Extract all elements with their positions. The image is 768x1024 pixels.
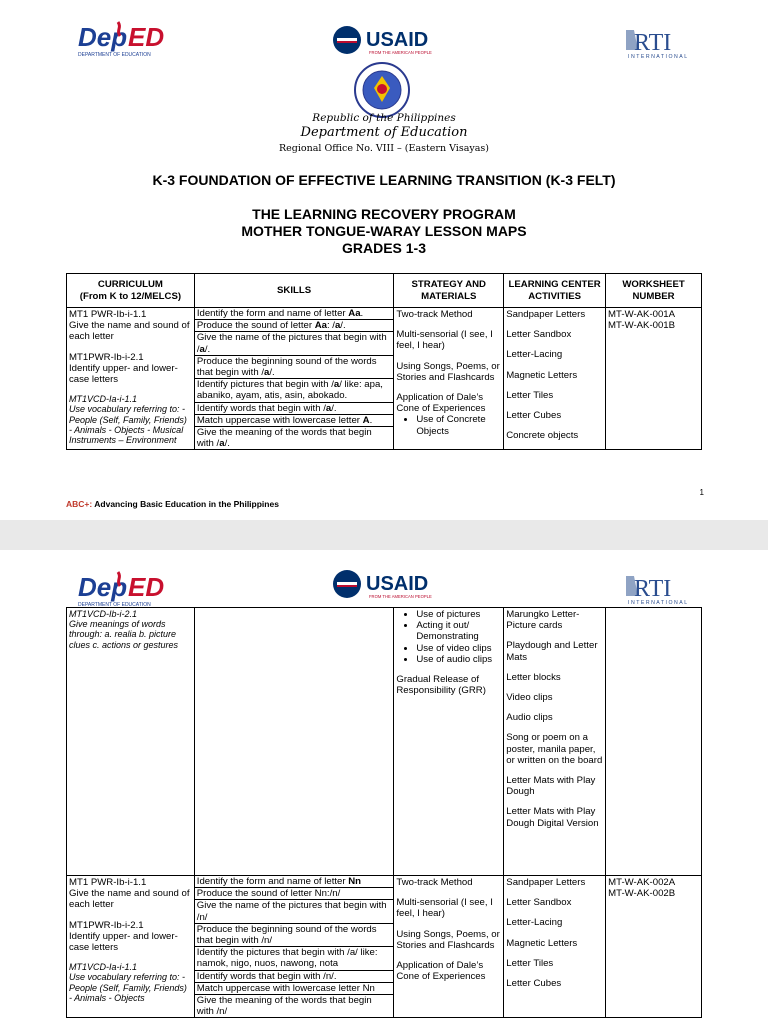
footer-text — [66, 499, 279, 509]
learning-item: Letter Sandbox — [506, 897, 572, 909]
skill-item: Identify pictures that begin with /a/ like: apa, abaniko, ayam, atis, asin, abokado. — [195, 379, 394, 402]
learning-item: Letter Tiles — [506, 957, 554, 969]
skills-cell — [194, 308, 394, 450]
strategy-bullet: • Use of video clips — [416, 643, 501, 654]
strategy-item: Using Songs, Poems, or Stories and Flashcards — [396, 928, 500, 951]
competency-text: Identify upper- and lower-case letters — [69, 930, 178, 954]
learning-item: Letter Tiles — [506, 389, 554, 401]
header-learning: LEARNING CENTER ACTIVITIES — [504, 274, 606, 308]
learning-item: Letter-Lacing — [506, 349, 563, 361]
svg-text:Dep: Dep — [78, 572, 128, 602]
skill-item: Match uppercase with lowercase letter Nn — [195, 983, 394, 995]
competency-code: MT1VCD-Ia-i-1.1 — [69, 394, 138, 405]
skill-item: Give the meaning of the words that begin with /n/ — [196, 995, 372, 1018]
rti-logo — [624, 26, 700, 60]
usaid-logo — [332, 568, 432, 602]
svg-text:DEPARTMENT OF EDUCATION: DEPARTMENT OF EDUCATION — [78, 52, 151, 58]
learning-cell — [504, 608, 606, 876]
footer-label: Advancing Basic Education in the Philippines — [94, 499, 279, 509]
strategy-bullet: • Acting it out/ Demonstrating — [416, 620, 501, 642]
grades-title: GRADES 1-3 — [341, 240, 427, 256]
deped-seal — [352, 62, 412, 118]
deped-logo — [78, 18, 188, 60]
skill-item: Produce the sound of letter Nn:/n/ — [195, 888, 394, 900]
lesson-map-table — [66, 273, 702, 450]
lesson-map-table-continued — [66, 607, 702, 1018]
table-header-row — [67, 274, 702, 308]
svg-text:RTI: RTI — [634, 576, 672, 602]
header-curriculum: CURRICULUM (From K to 12/MELCS) — [67, 274, 195, 308]
worksheet-cell — [606, 308, 702, 450]
department-label: Department of Education — [300, 125, 468, 140]
learning-item: Concrete objects — [506, 430, 579, 442]
header-worksheet: WORKSHEET NUMBER — [606, 274, 702, 308]
competency-text: Use vocabulary referring to: - People (Self, Family, Friends) - Animals - Objects — [69, 972, 187, 1003]
svg-text:INTERNATIONAL: INTERNATIONAL — [628, 600, 689, 606]
svg-text:USAID: USAID — [366, 573, 429, 595]
svg-text:RTI: RTI — [634, 30, 672, 56]
skills-cell — [194, 876, 394, 1018]
learning-cell — [504, 876, 606, 1018]
skill-item: Identify words that begin with /a/. — [195, 403, 394, 415]
skills-cell — [194, 608, 394, 876]
learning-item: Letter Cubes — [506, 978, 562, 990]
worksheet-number: MT-W-AK-001A — [608, 309, 676, 320]
learning-item: Sandpaper Letters — [506, 309, 586, 320]
learning-item: Magnetic Letters — [506, 369, 578, 381]
competency-text: Give the name and sound of each letter — [69, 888, 190, 911]
competency-code: MT1 PWR-Ib-i-1.1 — [69, 877, 147, 888]
skill-item: Produce the beginning sound of the words that begin with /a/. — [195, 356, 394, 379]
skill-item: Give the name of the pictures that begin with /n/ — [195, 900, 394, 923]
learning-item: Letter-Lacing — [506, 917, 563, 929]
strategy-item: Multi-sensorial (I see, I feel, I hear) — [396, 329, 493, 352]
abc-label: ABC+: — [66, 499, 93, 509]
header-skills: SKILLS — [194, 274, 394, 308]
strategy-bullet: • Use of audio clips — [416, 654, 501, 665]
worksheet-number: MT-W-AK-002B — [608, 888, 676, 900]
page-2 — [0, 550, 768, 1024]
learning-item: Sandpaper Letters — [506, 877, 586, 888]
svg-text:USAID: USAID — [366, 29, 429, 51]
strategy-item: Application of Dale’s Cone of Experiences — [396, 960, 486, 983]
skill-item: Give the name of the pictures that begin with /a/. — [195, 332, 394, 355]
curriculum-cell — [67, 308, 195, 450]
page-number: 1 — [699, 488, 704, 497]
skill-item: Produce the sound of letter Aa: /a/. — [195, 320, 394, 332]
learning-item: Magnetic Letters — [506, 937, 578, 949]
learning-cell — [504, 308, 606, 450]
strategy-bullet: • Use of Concrete Objects — [416, 414, 501, 436]
strategy-cell — [394, 308, 504, 450]
learning-item: Marungko Letter-Picture cards — [506, 609, 580, 632]
skill-item: Produce the beginning sound of the words that begin with /n/ — [195, 924, 394, 947]
worksheet-number: MT-W-AK-002A — [608, 877, 676, 888]
competency-text: Give meanings of words through: a. realia b. picture clues c. actions or gestures — [69, 619, 179, 650]
learning-item: Letter blocks — [506, 671, 561, 683]
curriculum-cell — [67, 608, 195, 876]
rti-logo — [624, 572, 700, 606]
learning-item: Letter Cubes — [506, 410, 562, 422]
learning-item: Letter Mats with Play Dough — [506, 775, 596, 798]
svg-text:ED: ED — [128, 572, 165, 602]
learning-item: Letter Sandbox — [506, 329, 572, 341]
strategy-item: Multi-sensorial (I see, I feel, I hear) — [396, 897, 493, 920]
competency-code: MT1PWR-Ib-i-2.1 — [69, 351, 144, 363]
strategy-cell — [394, 608, 504, 876]
strategy-bullet: • Use of pictures — [416, 609, 501, 620]
competency-code: MT1VCD-Ib-i-2.1 — [69, 609, 138, 619]
usaid-logo — [332, 24, 432, 58]
skill-item: Give the meaning of the words that begin with /a/. — [196, 427, 372, 450]
strategy-item: Gradual Release of Responsibility (GRR) — [396, 674, 486, 697]
competency-code: MT1VCD-Ia-i-1.1 — [69, 962, 138, 973]
competency-text: Give the name and sound of each letter — [69, 320, 190, 343]
table-row — [67, 308, 702, 450]
svg-text:ED: ED — [128, 22, 165, 52]
strategy-item: Application of Dale’s Cone of Experiences — [396, 392, 486, 415]
learning-item: Song or poem on a poster, manila paper, or written on the board — [506, 732, 603, 766]
header-strategy: STRATEGY AND MATERIALS — [394, 274, 504, 308]
recovery-title: THE LEARNING RECOVERY PROGRAM — [252, 206, 516, 222]
strategy-cell — [394, 876, 504, 1018]
skill-item: Identify the pictures that begin with /a/ like: namok, nigo, nuos, nawong, nota — [195, 947, 394, 970]
curriculum-cell — [67, 876, 195, 1018]
worksheet-number: MT-W-AK-001B — [608, 320, 676, 332]
competency-text: Use vocabulary referring to: - People (Self, Family, Friends) - Animals - Objects - Musical Instruments – Environment — [69, 404, 187, 446]
skill-item: Identify words that begin with /n/. — [195, 971, 394, 983]
skill-item: Match uppercase with lowercase letter A. — [195, 415, 394, 427]
learning-item: Playdough and Letter Mats — [506, 640, 598, 663]
skill-item: Identify the form and name of letter Nn — [195, 876, 394, 888]
table-row — [67, 876, 702, 1018]
worksheet-cell — [606, 876, 702, 1018]
program-title: K-3 FOUNDATION OF EFFECTIVE LEARNING TRANSITION (K-3 FELT) — [152, 172, 616, 188]
learning-item: Video clips — [506, 692, 553, 704]
strategy-item: Using Songs, Poems, or Stories and Flashcards — [396, 360, 500, 383]
worksheet-cell — [606, 608, 702, 876]
deped-logo — [78, 568, 188, 610]
learning-item: Letter Mats with Play Dough Digital Version — [506, 806, 599, 829]
skill-item: Identify the form and name of letter Aa. — [195, 308, 394, 320]
svg-text:DEPARTMENT OF EDUCATION: DEPARTMENT OF EDUCATION — [78, 602, 151, 608]
svg-text:Dep: Dep — [78, 22, 128, 52]
table-row — [67, 608, 702, 876]
svg-text:INTERNATIONAL: INTERNATIONAL — [628, 54, 689, 60]
competency-code: MT1 PWR-Ib-i-1.1 — [69, 309, 147, 320]
learning-item: Audio clips — [506, 712, 553, 724]
region-label: Regional Office No. VIII – (Eastern Visayas) — [279, 143, 489, 154]
svg-text:FROM THE AMERICAN PEOPLE: FROM THE AMERICAN PEOPLE — [369, 50, 432, 55]
republic-label: Republic of the Philippines — [312, 112, 456, 124]
svg-text:FROM THE AMERICAN PEOPLE: FROM THE AMERICAN PEOPLE — [369, 594, 432, 599]
competency-code: MT1PWR-Ib-i-2.1 — [69, 919, 144, 931]
lesson-maps-title: MOTHER TONGUE-WARAY LESSON MAPS — [241, 223, 527, 239]
strategy-item: Two-track Method — [396, 877, 473, 888]
strategy-item: Two-track Method — [396, 309, 473, 320]
competency-text: Identify upper- and lower-case letters — [69, 362, 178, 386]
